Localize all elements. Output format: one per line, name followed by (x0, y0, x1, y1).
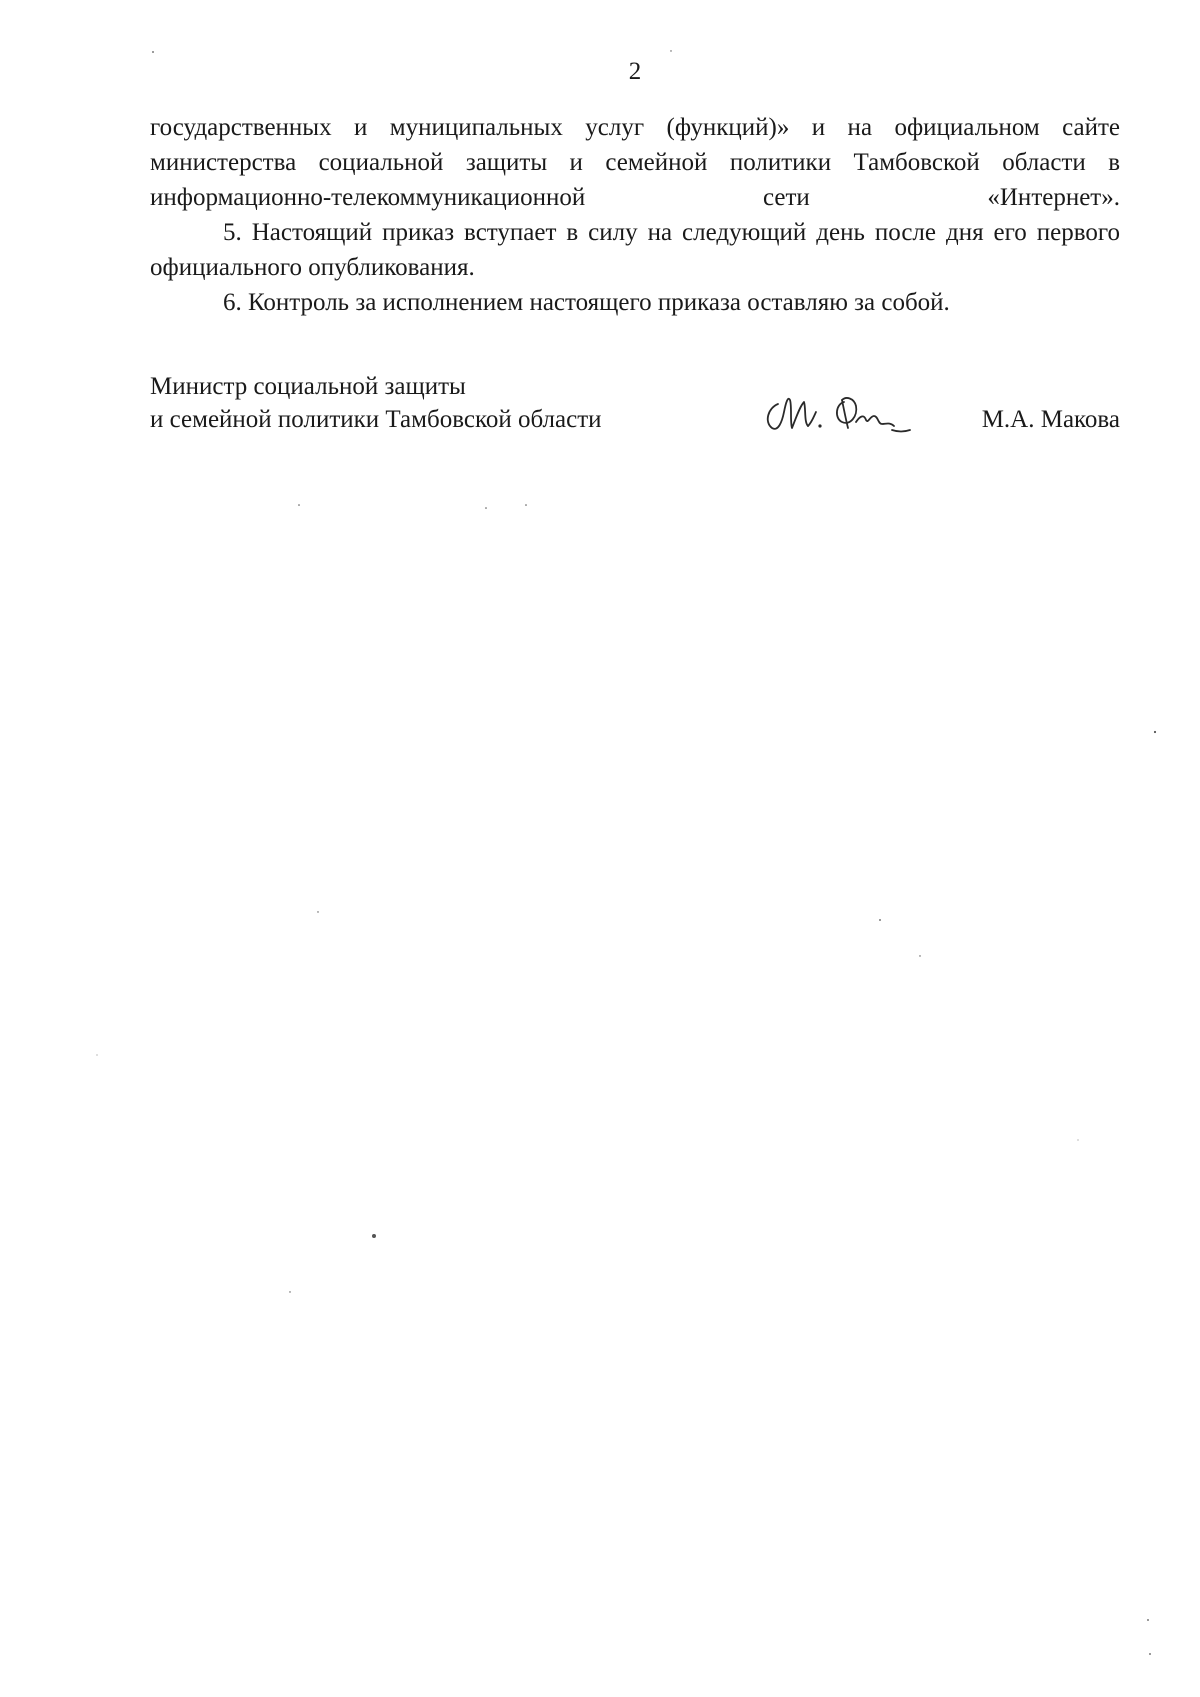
signatory-position-line-1: Министр социальной защиты (150, 373, 466, 400)
paragraph-item-5: 5. Настоящий приказ вступает в силу на следующий день после дня его первого официального опубликования. (150, 219, 1120, 281)
paragraph-continuation: государственных и муниципальных услуг (функций)» и на официальном сайте министерства социальной защиты и семейной политики Тамбовской области в информационно-телекоммуникационной сети «Интернет». (150, 114, 1120, 211)
handwritten-signature (760, 382, 930, 442)
document-body (150, 110, 1120, 320)
signature-block (150, 370, 1120, 450)
paragraph-item-6: 6. Контроль за исполнением настоящего приказа оставляю за собой. (223, 289, 950, 316)
signatory-name: М.А. Макова (981, 406, 1120, 433)
page-number: 2 (628, 58, 642, 85)
signatory-position (150, 370, 602, 436)
signatory-position-line-2: и семейной политики Тамбовской области (150, 406, 602, 433)
